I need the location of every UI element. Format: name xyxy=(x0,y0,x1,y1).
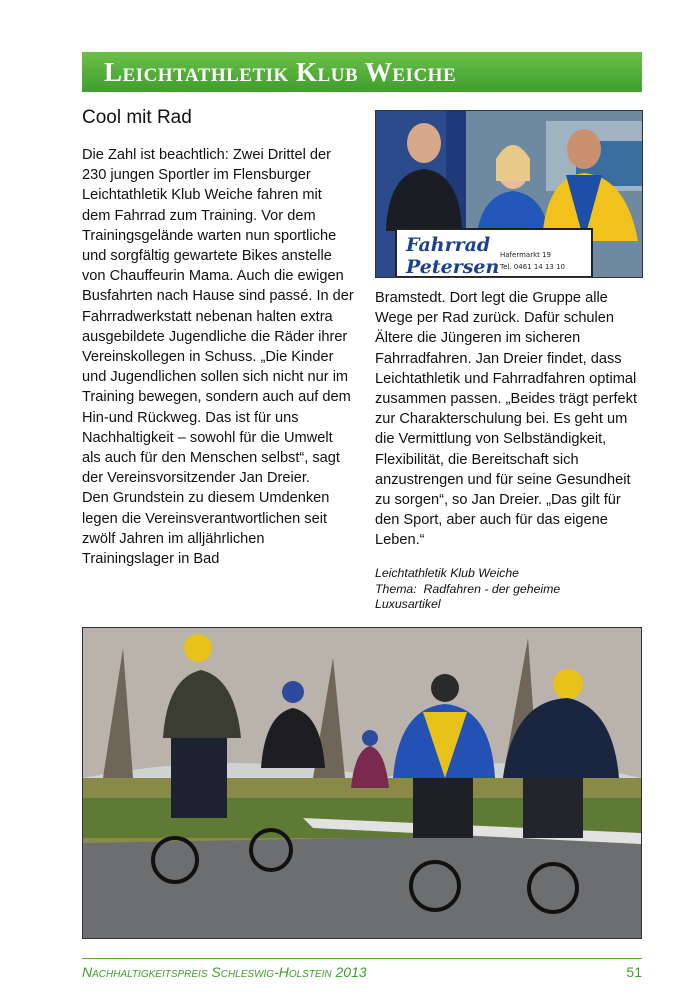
team-photo xyxy=(375,110,643,278)
cyclists-photo xyxy=(82,627,642,939)
caption-line: Luxusartikel xyxy=(375,597,441,612)
sign-phone: Tel. 0461 14 13 10 xyxy=(500,263,565,271)
sign-address: Hafermarkt 19 xyxy=(500,251,551,259)
page-number: 51 xyxy=(626,964,642,980)
section-banner: Leichtathletik Klub Weiche xyxy=(82,52,642,92)
sign-text-line1: Fahrrad xyxy=(406,234,491,256)
article-paragraph: Die Zahl ist beachtlich: Zwei Drittel der 230 jungen Sportler im Flensburger Leichtathletik Klub Weiche fahren mit dem Fahrrad zum Training. Vor dem Trainingsgelände warten nun sportliche und sorgfältig gewartete Bikes anstelle von Chauffeurin Mama. Auch die ewigen Busfahrten nach Hause sind passé. In der Fahrradwerkstatt nebenan halten extra ausgebildete Jugendliche die Räder ihrer Vereinskollegen in Schuss. „Die Kinder und Jugendlichen sollen sich nicht nur im Training bewegen, sondern auch auf dem Hin-und Rückweg. Das ist für uns Nachhaltigkeit – sowohl für die Umwelt als auch für den Menschen selbst“, sagt der Vereinsvorsitzender Jan Dreier. xyxy=(82,147,354,487)
article-paragraph: Bramstedt. Dort legt die Gruppe alle Wege per Rad zurück. Dafür schulen Ältere die Jüngeren im sicheren Fahrradfahren. Jan Dreier findet, dass Leichtathletik und Fahrradfahren optimal zusammen passen. „Beides trägt perfekt zur Charakterschulung bei. Es geht um die Vermittlung von Selbständigkeit, Flexibilität, die Bereitschaft sich anzustrengen und für seine Gesundheit zu sorgen“, so Jan Dreier. „Das gilt für den Sport, aber auch für das eigene Leben.“ xyxy=(375,290,638,549)
sign-text-line2: Petersen xyxy=(406,256,500,277)
article-right-column xyxy=(375,288,643,551)
article-paragraph: Den Grundstein zu diesem Umdenken legen die Vereinsverantwortlichen seit zwölf Jahren im alljährlichen Trainingslager in Bad xyxy=(82,490,330,568)
footer-divider xyxy=(82,958,642,959)
caption-line: Thema: Radfahren - der geheime xyxy=(375,581,561,596)
footer-publication: Nachhaltigkeitspreis Schleswig-Holstein 2013 xyxy=(82,964,367,980)
caption-line: Leichtathletik Klub Weiche xyxy=(375,566,520,580)
article-left-column xyxy=(82,145,354,569)
article-title: Cool mit Rad xyxy=(82,107,192,128)
photo-caption xyxy=(375,566,643,613)
